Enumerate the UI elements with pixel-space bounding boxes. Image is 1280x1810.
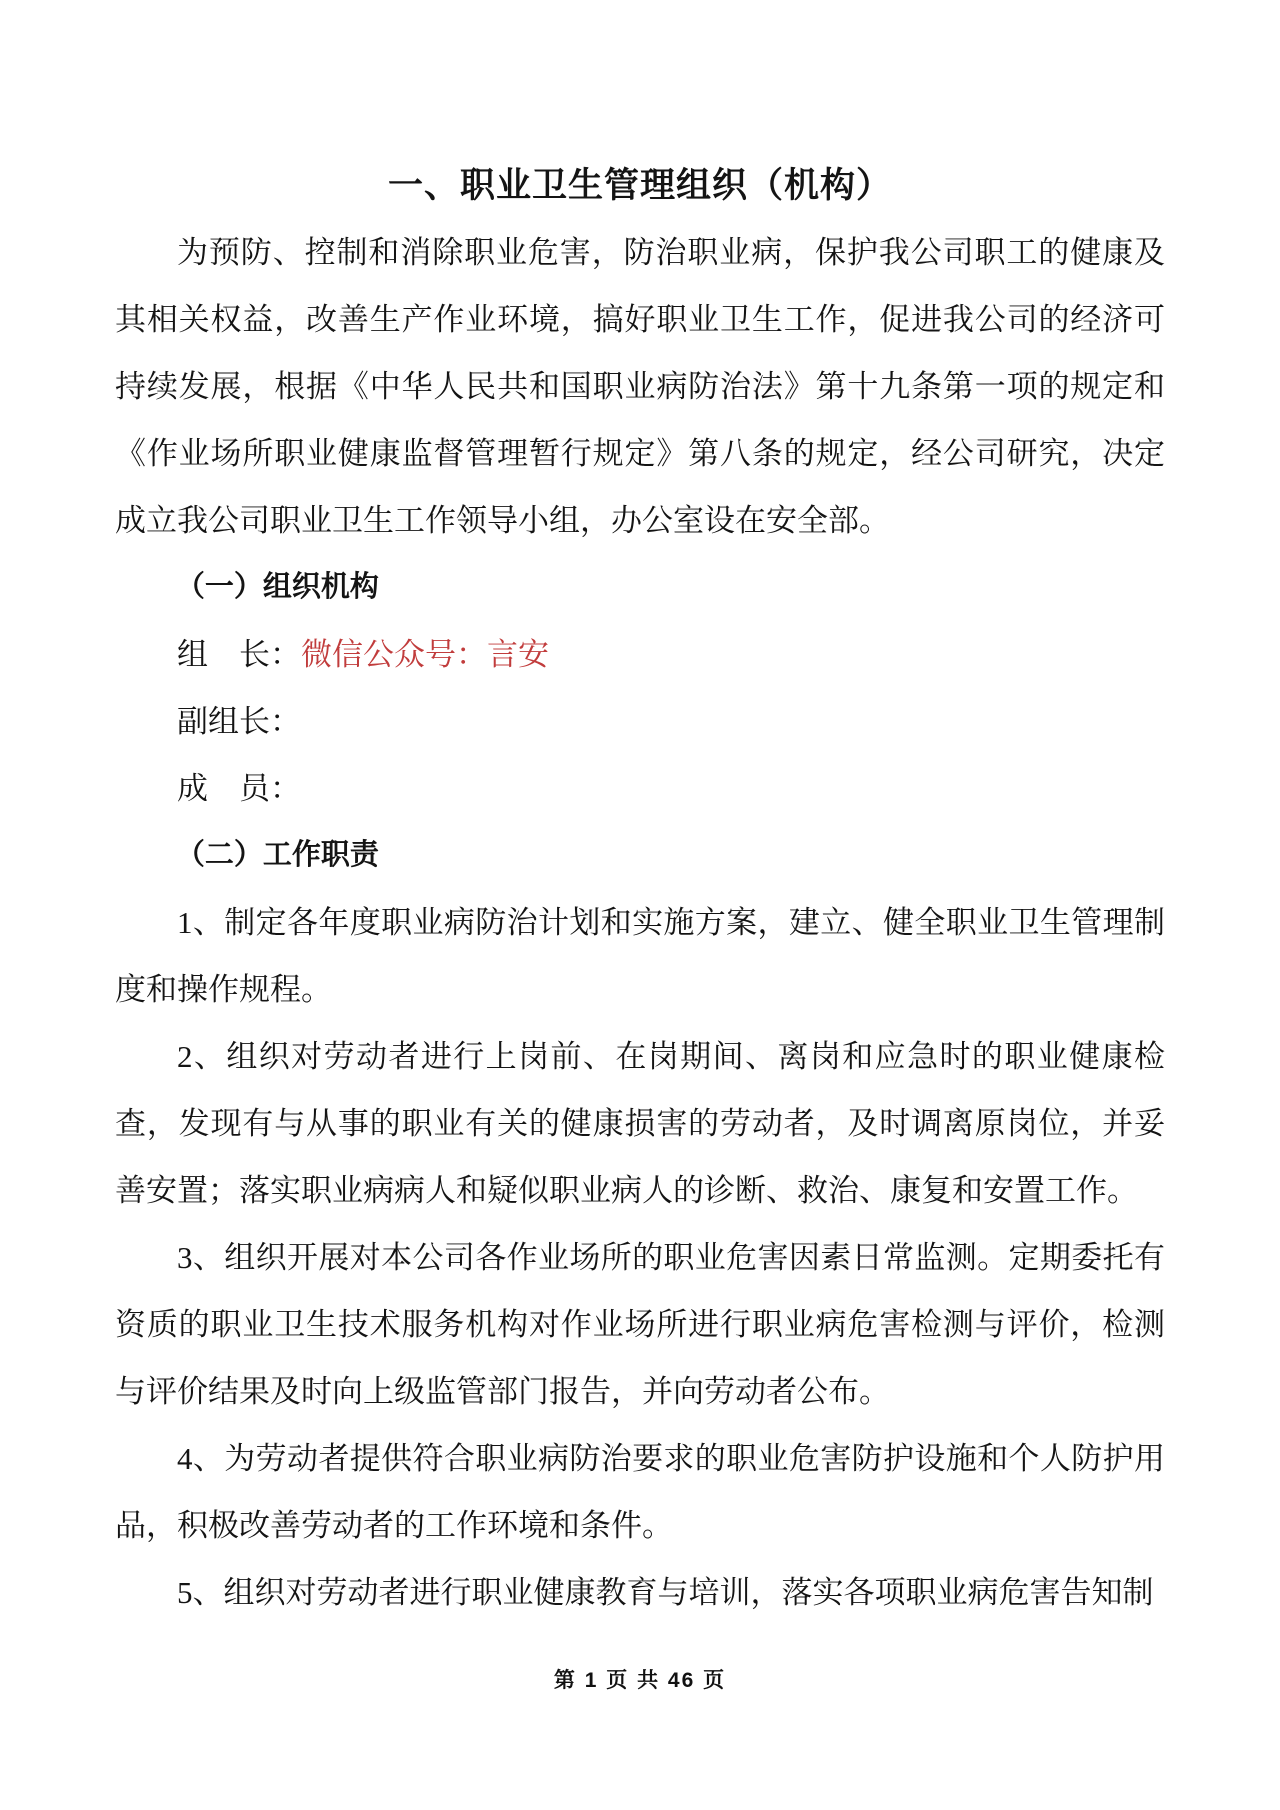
duty-item-5: 5、组织对劳动者进行职业健康教育与培训，落实各项职业病危害告知制 (177, 1575, 1154, 1610)
page-number-footer: 第 1 页 共 46 页 (553, 1669, 727, 1692)
members-line: 成 员： (177, 771, 301, 806)
page-title: 一、职业卫生管理组织（机构） (387, 166, 892, 205)
duty-item-3: 3、组织开展对本公司各作业场所的职业危害因素日常监测。定期委托有资质的职业卫生技术服务机构对作业场所进行职业病危害检测与评价，检测与评价结果及时向上级监管部门报告，并向劳动者公布。 (115, 1240, 1165, 1409)
section-heading-duties: （二）工作职责 (175, 839, 379, 871)
duty-item-2: 2、组织对劳动者进行上岗前、在岗期间、离岗和应急时的职业健康检查，发现有与从事的职业有关的健康损害的劳动者，及时调离原岗位，并妥善安置；落实职业病病人和疑似职业病人的诊断、救治、康复和安置工作。 (115, 1039, 1165, 1208)
intro-paragraph: 为预防、控制和消除职业危害，防治职业病，保护我公司职工的健康及其相关权益，改善生产作业环境，搞好职业卫生工作，促进我公司的经济可持续发展，根据《中华人民共和国职业病防治法》第十九条第一项的规定和《作业场所职业健康监督管理暂行规定》第八条的规定，经公司研究，决定成立我公司职业卫生工作领导小组，办公室设在安全部。 (115, 235, 1165, 538)
duty-item-4: 4、为劳动者提供符合职业病防治要求的职业危害防护设施和个人防护用品，积极改善劳动者的工作环境和条件。 (115, 1441, 1165, 1543)
leader-value-wechat: 微信公众号：言安 (301, 637, 549, 672)
section-heading-organization: （一）组织机构 (175, 571, 379, 603)
duty-item-1: 1、制定各年度职业病防治计划和实施方案，建立、健全职业卫生管理制度和操作规程。 (115, 905, 1165, 1007)
deputy-leader-line: 副组长： (177, 704, 301, 739)
document-content (115, 152, 1165, 1626)
leader-line (115, 621, 1165, 688)
leader-label: 组 长： (177, 637, 301, 672)
